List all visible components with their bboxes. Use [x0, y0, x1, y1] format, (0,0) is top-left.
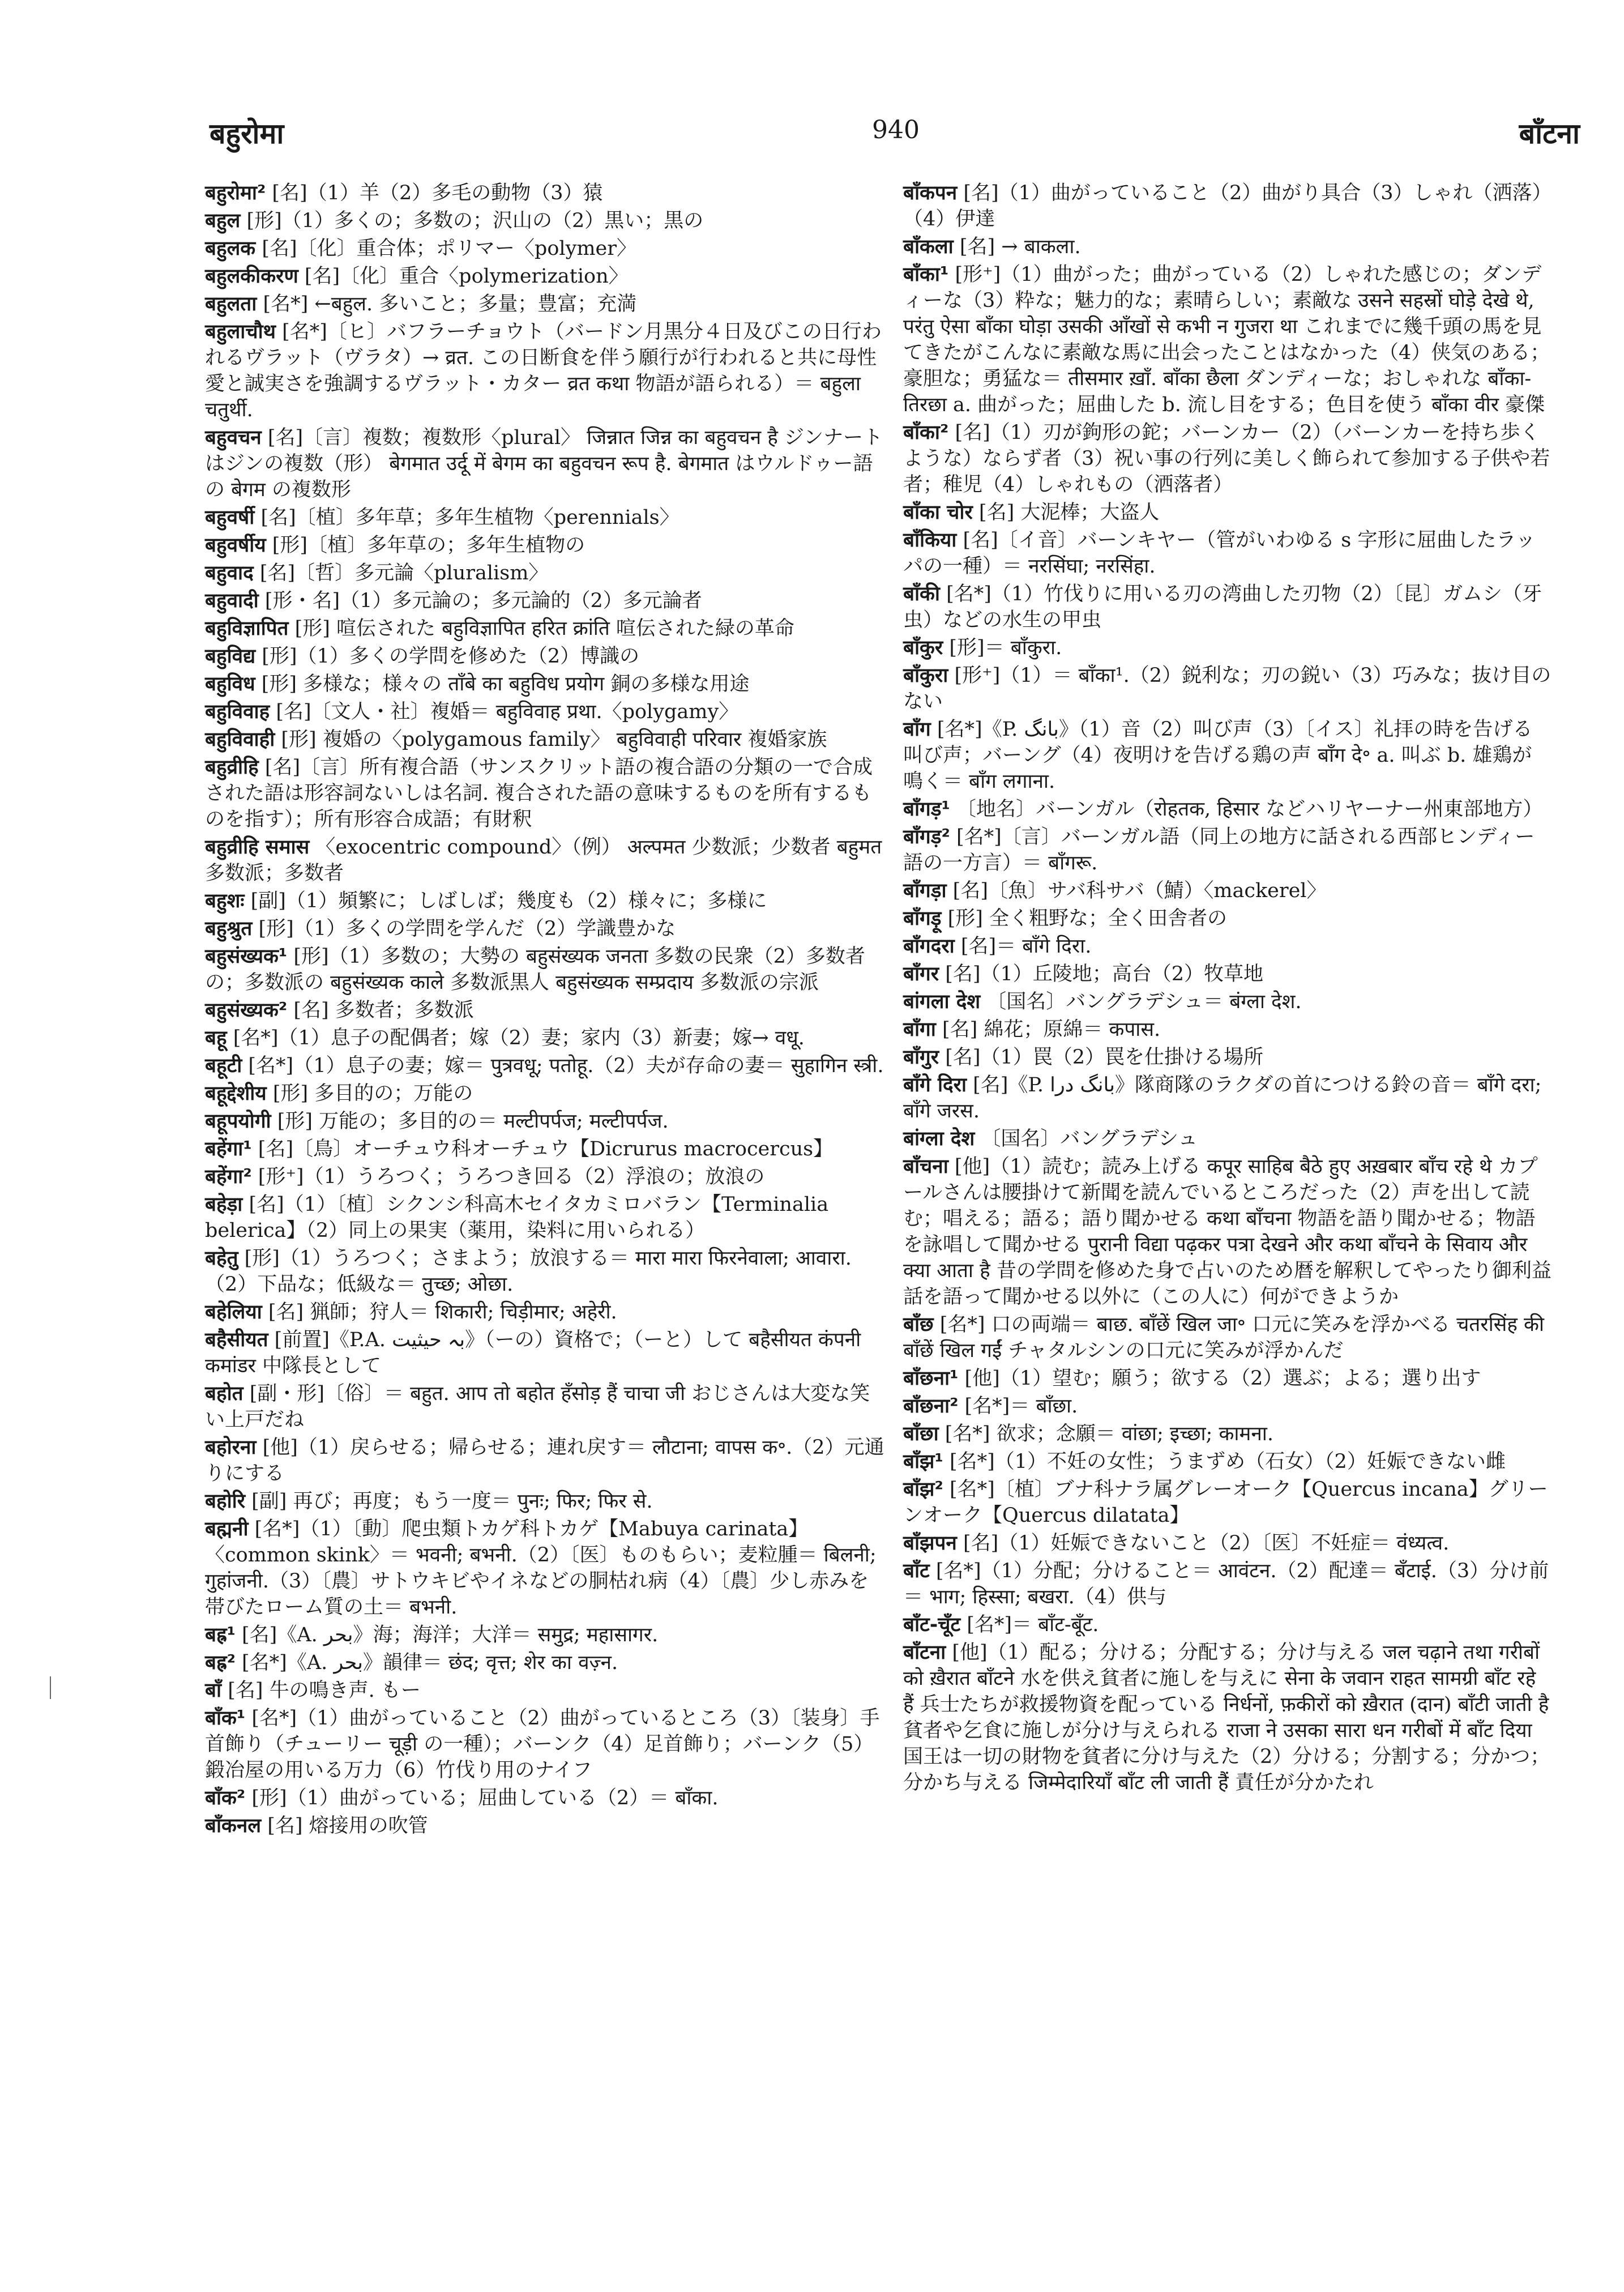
entry-headword: बाँगुर	[903, 1046, 939, 1069]
entry-headword: बाँगे दिरा	[903, 1074, 967, 1096]
entry-definition: [形]（1）多くの；多数の；沢山の（2）黒い；黒の	[240, 210, 704, 232]
entry-headword: बाँकुर	[903, 637, 943, 659]
entry-definition: [名]〔言〕複数；複数形〈plural〉 जिन्नात जिन्न का बहुवचन है ジンナートはジンの複数（形） बेगमात उर्दू में बेगम का बहुवचन रूप है. बेगमात はウルドゥー語の बेगम の複数形	[205, 426, 883, 501]
entry-definition: 〈exocentric compound〉（例） अल्पमत 少数派；少数者 बहुमत 多数派；多数者	[205, 836, 882, 885]
entry-definition: [名] 熔接用の吹管	[261, 1815, 428, 1837]
entry-headword: बहुल	[205, 210, 241, 232]
dictionary-entry	[205, 1245, 884, 1297]
entry-definition: [形⁺]（1）＝ बाँका¹.（2）鋭利な；刃の鋭い（3）巧みな；抜け目のない	[903, 664, 1552, 713]
entry-definition: [名]〔植〕多年草；多年生植物〈perennials〉	[254, 506, 679, 529]
dictionary-entry	[903, 878, 1552, 904]
entry-headword: बाँका चोर	[903, 501, 973, 524]
entry-definition: [名*]〔植〕ブナ科ナラ属グレーオーク【Quercus incana】グリーンオーク【Quercus dilatata】	[903, 1478, 1548, 1527]
entry-headword: बाँ	[205, 1679, 222, 1702]
dictionary-entry	[903, 933, 1552, 959]
dictionary-entry	[205, 1299, 884, 1325]
entry-definition: [名] 猟師；狩人＝ शिकारी; चिड़ीमार; अहेरी.	[262, 1301, 617, 1324]
dictionary-entry	[903, 796, 1552, 822]
entry-definition: [名*]（1）不妊の女性；うまずめ（石女）（2）妊娠できない雌	[943, 1450, 1506, 1473]
dictionary-entry	[903, 234, 1552, 260]
entry-definition: [形]（1）曲がっている；屈曲している（2）＝ बाँका.	[245, 1787, 719, 1809]
dictionary-entry	[205, 1192, 884, 1244]
entry-definition: [名] 多数者；多数派	[287, 999, 474, 1022]
dictionary-entry	[205, 916, 884, 942]
dictionary-entry	[205, 1813, 884, 1839]
header-left-word: बहुरोमा	[210, 117, 284, 150]
dictionary-entry	[205, 1081, 884, 1107]
entry-definition: [形]〔植〕多年草の；多年生植物の	[266, 534, 586, 557]
entry-definition: [名*]〔言〕バーンガル語（同上の地方に話される西部ヒンディー語の一方言）＝ बाँगरू.	[903, 826, 1535, 874]
entry-definition: [形]（1）うろつく；さまよう；放浪する＝ मारा मारा फिरनेवाला; आवारा.（2）下品な；低級な＝ तुच्छ; ओछा.	[205, 1247, 852, 1296]
entry-definition: [名]（1）丘陵地；高台（2）牧草地	[939, 963, 1264, 985]
header-right-word: बाँटना	[1519, 117, 1580, 150]
entry-headword: बाँकी	[903, 583, 940, 605]
entry-definition: [形]（1）多くの学問を修めた（2）博識の	[255, 645, 640, 668]
entry-headword: बाँझ²	[903, 1478, 943, 1501]
dictionary-entry	[903, 1365, 1552, 1392]
entry-headword: बहेलिया	[205, 1301, 262, 1324]
dictionary-entry	[205, 1136, 884, 1162]
entry-definition: [名*]（1）竹伐りに用いる刃の湾曲した刃物（2）〔昆〕ガムシ（牙虫）などの水生の甲虫	[903, 583, 1542, 631]
entry-definition: [名*]《A. بحر》韻律＝ छंद; वृत्त; शेर का वज़्न.	[235, 1651, 618, 1674]
dictionary-entry	[205, 263, 884, 289]
entry-definition: [名*] 口の両端＝ बाछ. बाँछें खिल जा॰ 口元に笑みを浮かべる चतरसिंह की बाँछें खिल गईं チャタルシンの口元に笑みが浮かんだ	[903, 1313, 1544, 1362]
entry-definition: [名*]（1）息子の配偶者；嫁（2）妻；家内（3）新妻；嫁→ वधू.	[226, 1027, 805, 1049]
entry-definition: [名]〔鳥〕オーチュウ科オーチュウ【Dicrurus macrocercus】	[251, 1138, 834, 1160]
entry-definition: [形⁺]（1）曲がった；曲がっている（2）しゃれた感じの；ダンディーな（3）粋な；魅力的な；素晴らしい；素敵な उसने सहस्रों घोड़े देखे थे, परंतु ऐसा बाँका घोड़ा उसकी आँखों से कभी न गुजरा था これまでに幾千頭の馬を見てきたがこんなに素敵な馬に出会ったことはなかった（4）侠気のある；豪胆な；勇猛な＝ तीसमार ख़ाँ. बाँका छैला ダンディーな；おしゃれな बाँका-तिरछा a. 曲がった；屈曲した b. 流し目をする；色目を使う बाँका वीर 豪傑	[903, 263, 1550, 416]
dictionary-entry	[205, 319, 884, 423]
entry-headword: बहुशः	[205, 890, 245, 912]
entry-headword: बाँगड़ू	[903, 907, 942, 930]
entry-headword: बाँकला	[903, 236, 954, 258]
dictionary-entry	[205, 291, 884, 317]
entry-headword: बहेतु	[205, 1247, 238, 1270]
entry-headword: बहुलकीकरण	[205, 265, 298, 288]
entry-definition: [形] 万能の；多目的の＝ मल्टीपर्पज; मल्टीपर्पज.	[271, 1110, 669, 1133]
entry-definition: [名*]（1）曲がっていること（2）曲がっているところ（3）〔装身〕手首飾り（チューリー चूड़ी の一種）；バーンク（4）足首飾り；バーンク（5）鍛冶屋の用いる万力（6）竹伐り用のナイフ	[205, 1707, 880, 1782]
entry-headword: बहुलक	[205, 237, 256, 260]
dictionary-entry	[205, 997, 884, 1023]
dictionary-entry	[903, 824, 1552, 876]
entry-headword: बहेंगा¹	[205, 1138, 252, 1160]
entry-headword: बाँट-चूँट	[903, 1614, 961, 1636]
dictionary-entry	[205, 1108, 884, 1134]
entry-headword: बहुविवाह	[205, 701, 270, 723]
entry-definition: [形]＝ बाँकुरा.	[943, 637, 1062, 659]
entry-definition: [形⁺]（1）うろつく；うろつき回る（2）浮浪の；放浪の	[251, 1166, 765, 1188]
entry-headword: बहुवादी	[205, 590, 259, 612]
entry-headword: बाँझपन	[903, 1532, 957, 1555]
dictionary-entry	[903, 961, 1552, 987]
entry-definition: [名]《A. بحر》海；海洋；大洋＝ समुद्र; महासागर.	[235, 1624, 659, 1646]
entry-definition: [他]（1）配る；分ける；分配する；分け与える जल चढ़ाने तथा गरीबों को ख़ैरात बाँटने 水を供え貧者に施しを与えに सेना के जवान राहत सामग्री बाँट रहे हैं 兵士たちが救援物資を配っている निर्धनों, फ़कीरों को ख़ैरात (दान) बाँटी जाती है 貧者や乞食に施しが分け与えられる राजा ने उसका सारा धन गरीबों में बाँट दिया 国王は一切の財物を貧者に分け与えた（2）分ける；分割する；分かつ；分かち与える जिम्मेदारियाँ बाँट ली जाती हैं 責任が分かたれ	[903, 1641, 1550, 1794]
entry-headword: बहेड़ा	[205, 1193, 243, 1216]
entry-headword: बहेंगा²	[205, 1166, 252, 1188]
entry-headword: बहैसीयत	[205, 1329, 268, 1351]
dictionary-entry	[205, 1025, 884, 1051]
entry-definition: [名] 牛の鳴き声. もー	[221, 1679, 421, 1702]
dictionary-entry	[903, 1072, 1552, 1124]
dictionary-entry	[205, 1622, 884, 1648]
entry-definition: [形] 全く粗野な；全く田舎者の	[941, 907, 1228, 930]
dictionary-entry	[903, 1044, 1552, 1070]
entry-definition: [名]〔言〕所有複合語（サンスクリット語の複合語の分類の一で合成された語は形容詞ないしは名詞. 複合された語の意味するものを所有するものを指す）；所有形容合成語；有財釈	[205, 756, 873, 831]
dictionary-entry	[903, 906, 1552, 932]
dictionary-entry	[903, 1126, 1552, 1152]
entry-headword: बाँचना	[903, 1155, 948, 1178]
entry-definition: [形] 多目的の；万能の	[266, 1082, 473, 1105]
dictionary-entry	[903, 581, 1552, 633]
dictionary-entry	[205, 532, 884, 558]
dictionary-entry	[903, 1640, 1552, 1796]
entry-definition: [他]（1）読む；読み上げる कपूर साहिब बैठे हुए अख़बार बाँच रहे थे カプールさんは腰掛けて新聞を読んでいるところだった（2）声を出して読む；唱える；語る；語り聞かせる कथा बाँचना 物語を語り聞かせる；物語を詠唱して聞かせる पुरानी विद्या पढ़कर पत्रा देखने और कथा बाँचने के सिवाय और क्या आता है 昔の学問を修めた身で占いのため暦を解釈してやったり御利益話を語って聞かせる以外に（この人に）何ができようか	[903, 1155, 1552, 1308]
entry-definition: [副]（1）頻繁に；しばしば；幾度も（2）様々に；多様に	[244, 890, 767, 912]
dictionary-entry	[903, 1476, 1552, 1529]
dictionary-entry	[903, 635, 1552, 661]
entry-headword: बह्र²	[205, 1651, 236, 1674]
entry-definition: 〔国名〕バングラデシュ	[975, 1128, 1198, 1150]
dictionary-entry	[205, 505, 884, 531]
dictionary-entry	[205, 236, 884, 262]
dictionary-entry	[903, 1154, 1552, 1310]
entry-headword: बहुसंख्यक¹	[205, 945, 288, 968]
entry-definition: [名]〔哲〕多元論〈pluralism〉	[253, 562, 549, 584]
entry-headword: बहुविज्ञापित	[205, 617, 289, 640]
entry-headword: बहुविध	[205, 673, 255, 695]
entry-headword: बाँक¹	[205, 1707, 246, 1730]
entry-headword: बाँगड़ा	[903, 880, 947, 902]
entry-headword: बहुलाचौथ	[205, 321, 276, 343]
entry-headword: बाँछना¹	[903, 1367, 959, 1390]
entry-definition: 〔国名〕バングラデシュ＝ बंग्ला देश.	[980, 991, 1302, 1013]
dictionary-entry	[205, 180, 884, 206]
entry-headword: बांग्ला देश	[903, 1128, 975, 1150]
entry-definition: [形] 複婚の〈polygamous family〉 बहुविवाही परिवार 複婚家族	[275, 728, 827, 751]
dictionary-entry	[903, 1421, 1552, 1447]
dictionary-entry	[903, 716, 1552, 795]
entry-definition: [名]（1）〔植〕シクンシ科高木セイタカミロバラン【Terminalia belerica】（2）同上の果実（薬用，染料に用いられる）	[205, 1193, 829, 1242]
entry-definition: [名]＝ बाँगे दिरा.	[954, 935, 1092, 958]
entry-headword: बहू	[205, 1027, 227, 1049]
dictionary-entry	[205, 588, 884, 614]
entry-headword: बाँकनल	[205, 1815, 262, 1837]
dictionary-entry	[205, 1516, 884, 1620]
entry-definition: [名*]（1）分配；分けること＝ आवंटन.（2）配達＝ बँटाई.（3）分け前＝ भाग; हिस्सा; बखरा.（4）供与	[903, 1560, 1549, 1608]
entry-definition: [形]（1）多くの学問を学んだ（2）学識豊かな	[252, 917, 676, 940]
entry-definition: [名] 綿花；原綿＝ कपास.	[935, 1018, 1161, 1041]
entry-headword: बहुवर्षीय	[205, 534, 266, 557]
dictionary-entry	[205, 671, 884, 697]
entry-headword: बह्र¹	[205, 1624, 236, 1646]
entry-definition: [名*] 欲求；念願＝ वांछा; इच्छा; कामना.	[938, 1423, 1273, 1445]
entry-headword: बहुविद्य	[205, 645, 256, 668]
dictionary-entry	[903, 1449, 1552, 1475]
entry-definition: [形]（1）多数の；大勢の बहुसंख्यक जनता 多数の民衆（2）多数者の；多数派の बहुसंख्यक काले 多数派黒人 बहुसंख्यक सम्प्रदाय 多数派の宗派	[205, 945, 865, 994]
dictionary-entry	[205, 834, 884, 886]
entry-definition: [他]（1）戻らせる；帰らせる；連れ戻す＝ लौटाना; वापस क॰.（2）元通りにする	[205, 1436, 884, 1485]
dictionary-entry	[205, 1164, 884, 1190]
dictionary-entry	[903, 1017, 1552, 1043]
entry-definition: [他]（1）望む；願う；欲する（2）選ぶ；よる；選り出す	[958, 1367, 1481, 1390]
entry-definition: [名*]《P. بانگ》（1）音（2）叫び声（3）〔イス〕礼拝の時を告げる叫び声；バーング（4）夜明けを告げる鶏の声 बाँग दे॰ a. 叫ぶ b. 雄鶏が鳴く＝ बाँग लगाना.	[903, 718, 1533, 793]
page-number: 940	[872, 116, 920, 144]
entry-headword: बहुव्रीहि समास	[205, 836, 310, 859]
entry-headword: बाँझ¹	[903, 1450, 943, 1473]
entry-definition: [前置]《P.A. بہ حیثیت》（ーの）資格で；（ーと）して बहैसीयत कंपनी कमांडर 中隊長として	[205, 1329, 861, 1377]
dictionary-entry	[205, 888, 884, 914]
entry-definition: [形] 多様な；様々の ताँबे का बहुविध प्रयोग 銅の多様な用途	[255, 673, 750, 695]
entry-headword: बहुरोमा²	[205, 182, 266, 204]
entry-headword: बांगला देश	[903, 991, 981, 1013]
dictionary-entry	[205, 1053, 884, 1079]
entry-headword: बहूपयोगी	[205, 1110, 271, 1133]
entry-headword: बहोरना	[205, 1436, 257, 1459]
entry-headword: बहुसंख्यक²	[205, 999, 288, 1022]
dictionary-entry	[205, 727, 884, 753]
dictionary-entry	[205, 1785, 884, 1811]
dictionary-entry	[205, 944, 884, 996]
entry-definition: 〔地名〕バーンガル（रोहतक, हिसार などハリヤーナー州東部地方）	[950, 798, 1543, 821]
entry-headword: बहोरि	[205, 1490, 246, 1513]
entry-headword: बहुवाद	[205, 562, 254, 584]
entry-definition: [名*] ←बहुल. 多いこと；多量；豊富；充満	[257, 293, 637, 315]
entry-definition: [名*]〔ヒ〕バフラーチョウト（バードン月黒分４日及びこの日行われるヴラット（ヴラタ）→ व्रत. この日断食を伴う願行が行われると共に母性愛と誠実さを強調するヴラット・カター व्रत कथा 物語が語られる）＝ बहुला चतुर्थी.	[205, 321, 882, 421]
dictionary-entry	[903, 180, 1552, 232]
entry-definition: [名]（1）妊娠できないこと（2）〔医〕不妊症＝ वंध्यत्व.	[956, 1532, 1450, 1555]
dictionary-entry	[205, 425, 884, 503]
entry-headword: बाँगदरा	[903, 935, 955, 958]
entry-definition: [名]〔化〕重合〈polymerization〉	[298, 265, 629, 288]
dictionary-entry	[903, 1558, 1552, 1610]
dictionary-entry	[903, 1312, 1552, 1364]
entry-headword: बहूटी	[205, 1055, 242, 1077]
entry-definition: [名]〔魚〕サバ科サバ（鯖）〈mackerel〉	[946, 880, 1327, 902]
dictionary-entry	[205, 1435, 884, 1487]
entry-definition: [名]（1）罠（2）罠を仕掛ける場所	[939, 1046, 1264, 1069]
entry-headword: बाँकुरा	[903, 664, 948, 687]
entry-definition: [名] 大泥棒；大盗人	[972, 501, 1160, 524]
entry-headword: बह्मनी	[205, 1518, 249, 1540]
dictionary-entry	[903, 989, 1552, 1015]
dictionary-entry	[903, 1393, 1552, 1419]
entry-headword: बाँगड़¹	[903, 798, 950, 821]
dictionary-entry	[205, 1488, 884, 1514]
dictionary-entry	[205, 1381, 884, 1433]
dictionary-entry	[205, 754, 884, 833]
entry-headword: बहोत	[205, 1382, 243, 1405]
page-header	[210, 113, 1580, 159]
dictionary-entry	[903, 1530, 1552, 1556]
dictionary-entry	[205, 643, 884, 669]
dictionary-entry	[903, 262, 1552, 418]
dictionary-entry	[205, 208, 884, 234]
entry-definition: [名]（1）刃が鉤形の鉈；バーンカー（2）（バーンカーを持ち歩くような）ならず者（3）祝い事の行列に美しく飾られて参加する子供や若者；稚児（4）しゃれもの（洒落者）	[903, 421, 1550, 496]
entry-headword: बाँकिया	[903, 529, 957, 552]
dictionary-entry	[205, 1650, 884, 1676]
entry-definition: [副・形]〔俗〕＝ बहुत. आप तो बहोत हँसोड़ हैं चाचा जी おじさんは大変な笑い上戸だね	[205, 1382, 870, 1431]
entry-headword: बाँछ	[903, 1313, 934, 1336]
right-column	[903, 180, 1552, 1798]
dictionary-entry	[903, 420, 1552, 498]
entry-headword: बहुवचन	[205, 426, 262, 449]
dictionary-entry	[205, 1705, 884, 1783]
entry-headword: बाँका²	[903, 421, 949, 444]
entry-definition: [副] 再び；再度；もう一度＝ पुनः; फिर; फिर से.	[245, 1490, 653, 1513]
entry-headword: बाँटना	[903, 1641, 946, 1664]
entry-definition: [名*]＝ बाँछा.	[958, 1395, 1078, 1418]
dictionary-entry	[205, 1327, 884, 1379]
entry-headword: बहुश्रुत	[205, 917, 253, 940]
entry-headword: बहुवर्षी	[205, 506, 255, 529]
left-column	[205, 180, 884, 1841]
entry-definition: [名]（1）曲がっていること（2）曲がり具合（3）しゃれ（洒落）（4）伊達	[903, 182, 1542, 231]
entry-headword: बाँछा	[903, 1423, 939, 1445]
entry-definition: [名] → बाकला.	[953, 236, 1081, 258]
entry-definition: [名]《P. بانگ درا》隊商隊のラクダの首につける鈴の音＝ बाँगे दरा; बाँगे जरस.	[903, 1074, 1542, 1122]
entry-headword: बाँगर	[903, 963, 939, 985]
entry-definition: [名]（1）羊（2）多毛の動物（3）猿	[266, 182, 603, 204]
entry-definition: [形] 喧伝された बहुविज्ञापित हरित क्रांति 喧伝された緑の革命	[288, 617, 794, 640]
entry-headword: बाँकपन	[903, 182, 958, 204]
dictionary-entry	[205, 1678, 884, 1704]
dictionary-entry	[903, 663, 1552, 715]
entry-definition: [名]〔文人・社〕複婚＝ बहुविवाह प्रथा.〈polygamy〉	[270, 701, 739, 723]
entry-definition: [名]〔イ音〕バーンキヤー（管がいわゆる s 字形に屈曲したラッパの一種）＝ नरसिंघा; नरसिंहा.	[903, 529, 1536, 578]
entry-headword: बाँक²	[205, 1787, 246, 1809]
entry-headword: बाँट	[903, 1560, 930, 1582]
dictionary-entry	[205, 560, 884, 586]
entry-headword: बाँगा	[903, 1018, 936, 1041]
dictionary-entry	[903, 1612, 1552, 1638]
entry-definition: [名]〔化〕重合体；ポリマー〈polymer〉	[255, 237, 636, 260]
entry-definition: [名*]（1）〔動〕爬虫類トカゲ科トカゲ【Mabuya carinata】〈common skink〉＝ भवनी; बभनी.（2）〔医〕ものもらい；麦粒腫＝ बिलनी; गुहांजनी.（3）〔農〕サトウキビやイネなどの胴枯れ病（4）〔農〕少し赤みを帯びたローム質の土＝ बभनी.	[205, 1518, 877, 1619]
dictionary-entry	[205, 699, 884, 725]
entry-headword: बाँग	[903, 718, 931, 741]
dictionary-entry	[903, 500, 1552, 526]
entry-headword: बाँछना²	[903, 1395, 959, 1418]
entry-definition: [名*]（1）息子の妻；嫁＝ पुत्रवधू; पतोहू.（2）夫が存命の妻＝ सुहागिन स्त्री.	[242, 1055, 884, 1077]
entry-headword: बहुविवाही	[205, 728, 275, 751]
entry-headword: बहूद्देशीय	[205, 1082, 267, 1105]
dictionary-entry	[903, 527, 1552, 579]
entry-definition: [形・名]（1）多元論の；多元論的（2）多元論者	[258, 590, 702, 612]
entry-headword: बाँगड़²	[903, 826, 950, 848]
entry-headword: बहुलता	[205, 293, 257, 315]
entry-headword: बाँका¹	[903, 263, 949, 286]
margin-mark	[50, 1676, 54, 1699]
dictionary-entry	[205, 616, 884, 642]
entry-headword: बहुव्रीहि	[205, 756, 259, 779]
entry-definition: [名*]＝ बाँट-बूँट.	[960, 1614, 1099, 1636]
